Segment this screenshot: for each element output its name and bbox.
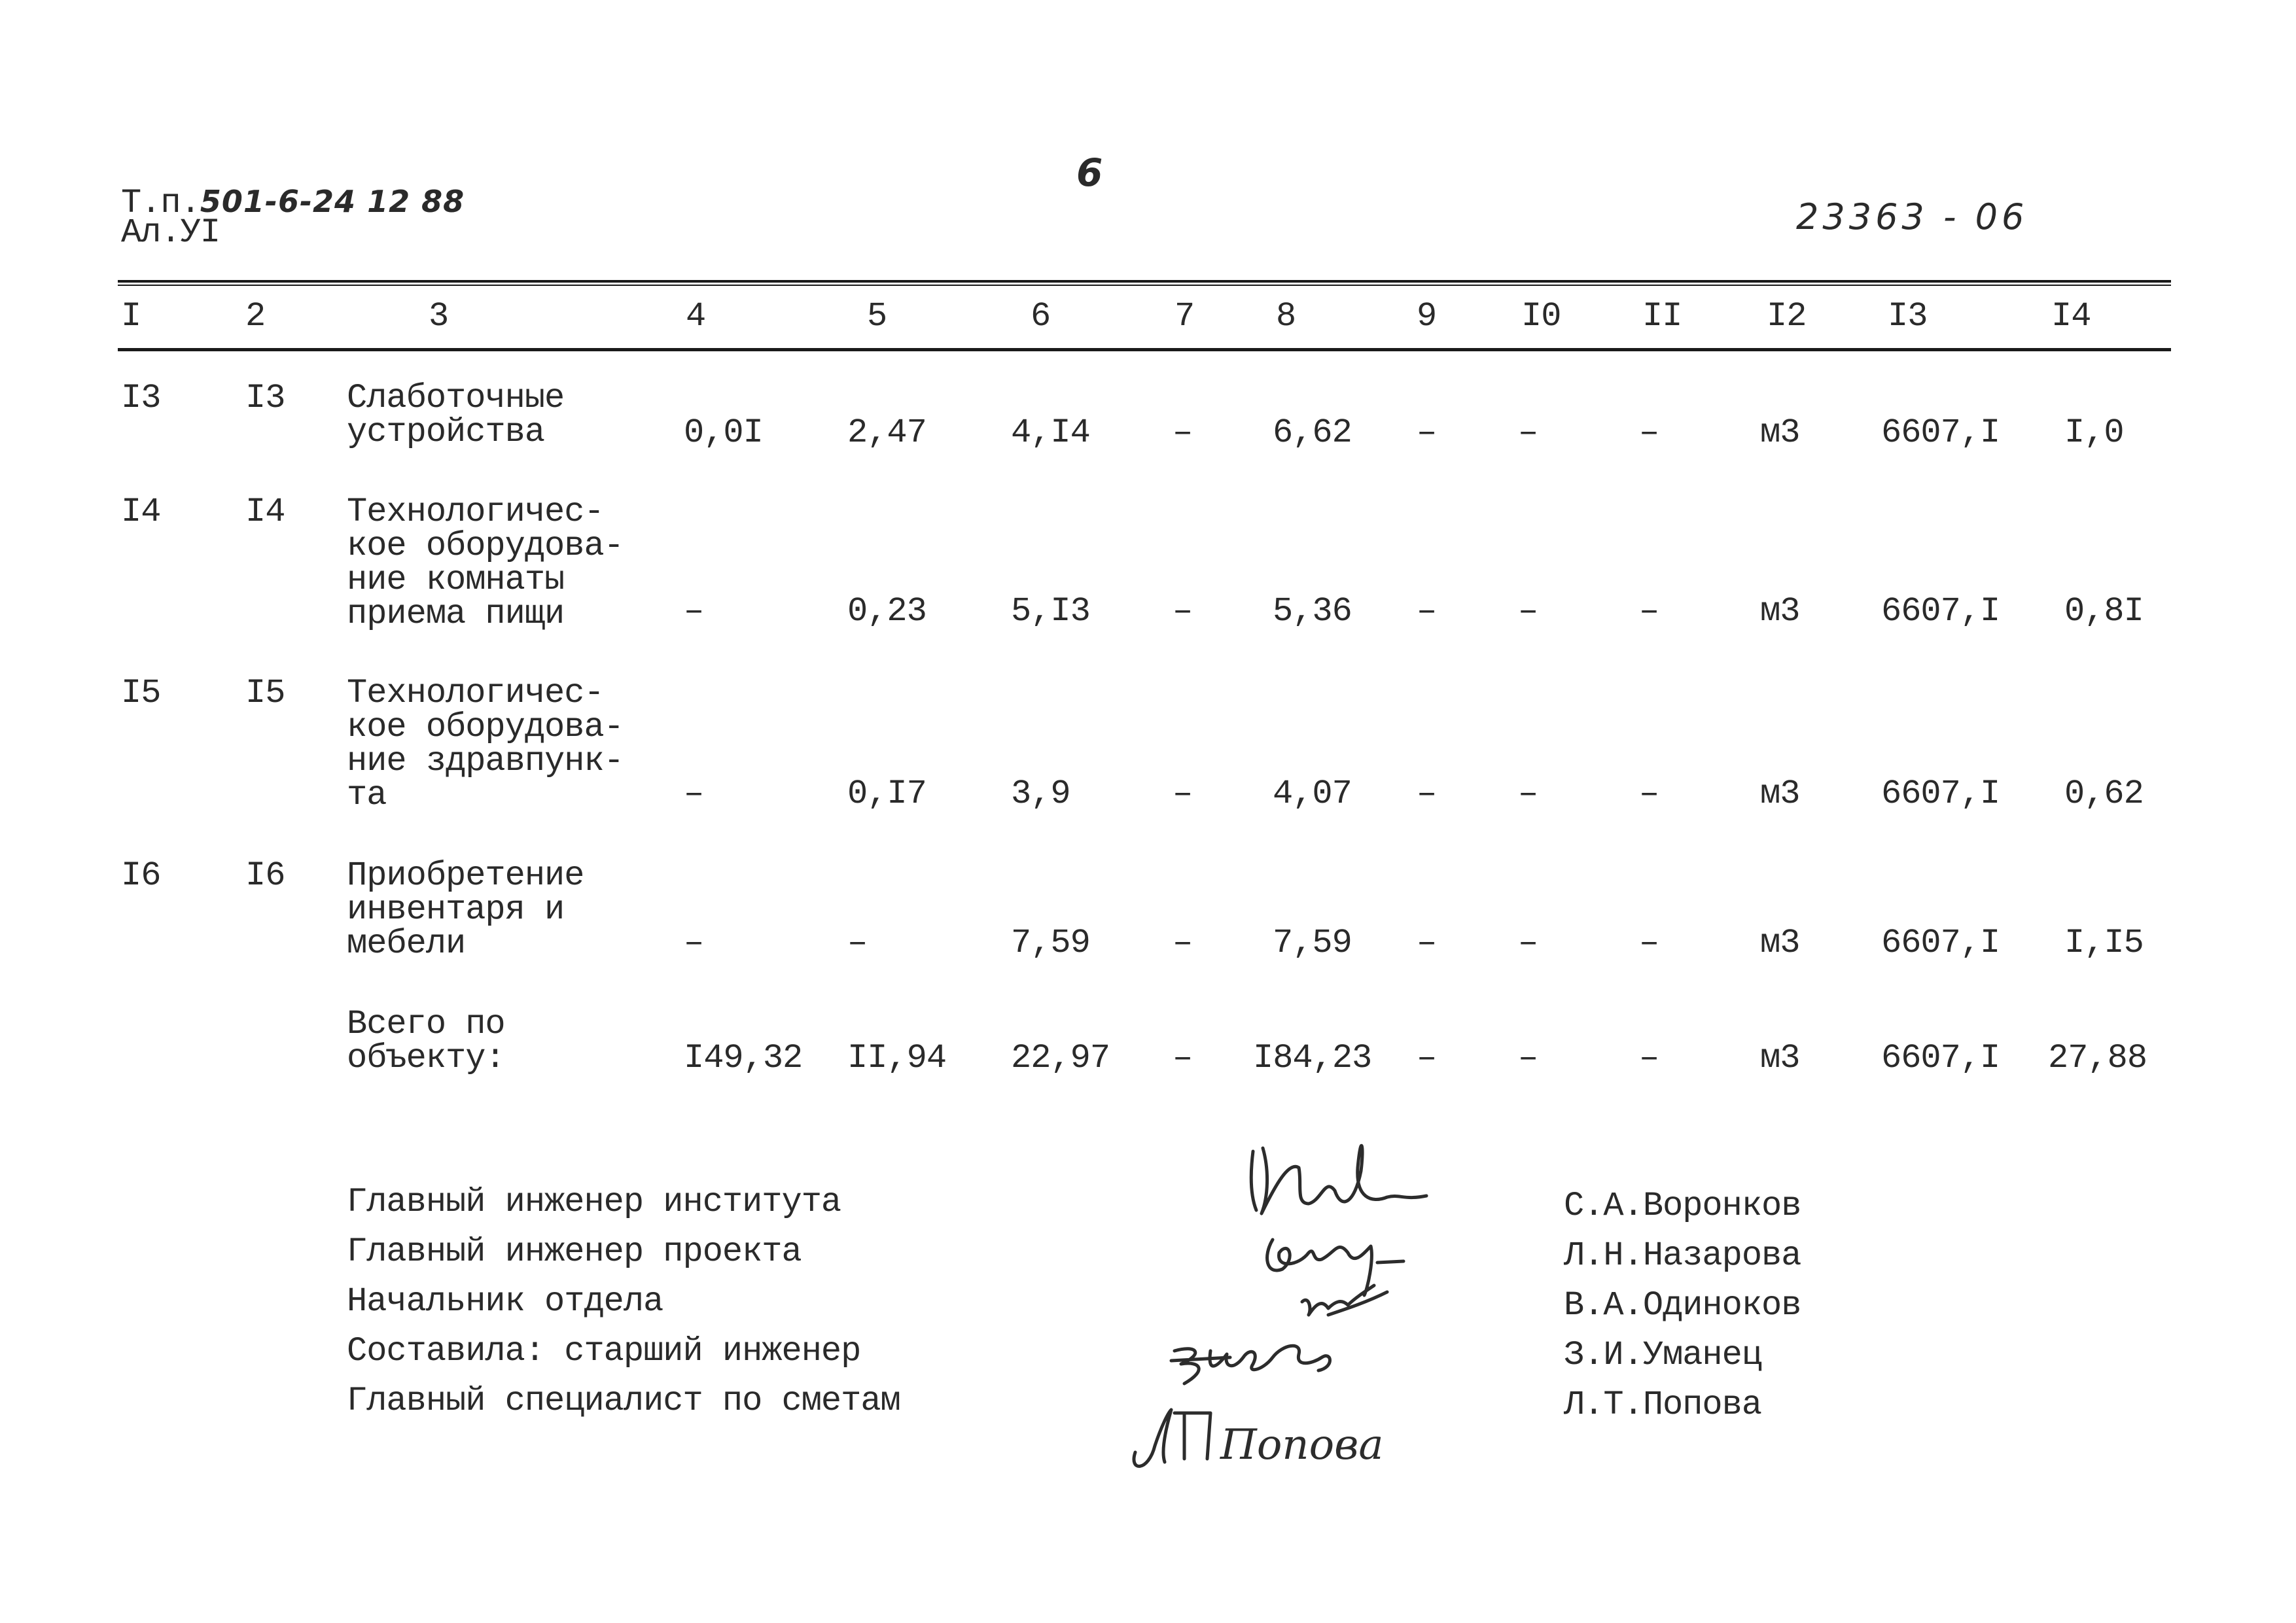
cell-col8: I84,23: [1253, 1039, 1372, 1077]
cell-col6: 4,I4: [1011, 413, 1090, 452]
col-header-13: I3: [1888, 297, 1928, 336]
cell-col12: м3: [1760, 592, 1800, 631]
name-odinokov: В.А.Одиноков: [1564, 1286, 1801, 1325]
cell-col10: –: [1518, 413, 1538, 452]
cell-col4: –: [684, 924, 704, 962]
cell-col10: –: [1518, 775, 1538, 813]
row-number: I5: [121, 674, 161, 712]
col-header-11: II: [1642, 297, 1682, 336]
name-voronkov: С.А.Воронков: [1564, 1187, 1801, 1225]
signature-popova-text: Попова: [1220, 1421, 1384, 1469]
cell-col13: 6607,I: [1881, 924, 2000, 962]
row-description: Слаботочные устройства: [347, 379, 565, 451]
cell-col11: –: [1639, 592, 1659, 631]
col-header-9: 9: [1417, 297, 1437, 336]
col-header-10: I0: [1521, 297, 1561, 336]
cell-col7: –: [1173, 775, 1193, 813]
signature-4: [1171, 1346, 1330, 1384]
cell-col8: 4,07: [1273, 775, 1352, 813]
col-header-5: 5: [867, 297, 887, 336]
handwritten-signatures: [1112, 1106, 1538, 1511]
document-code: 23363 - 06: [1796, 196, 2028, 237]
cell-col4: 0,0I: [684, 413, 763, 452]
cell-col7: –: [1173, 924, 1193, 962]
cell-col12: м3: [1760, 1039, 1800, 1077]
row-description: Приобретение инвентаря и мебели: [347, 856, 584, 963]
row-code: I3: [245, 379, 285, 417]
signature-1: [1251, 1145, 1426, 1213]
row-number: I4: [121, 493, 161, 531]
cell-col6: 5,I3: [1011, 592, 1090, 631]
cell-col4: –: [684, 592, 704, 631]
col-header-14: I4: [2051, 297, 2091, 336]
cell-col13: 6607,I: [1881, 775, 2000, 813]
cell-col6: 7,59: [1011, 924, 1090, 962]
cell-col9: –: [1417, 1039, 1437, 1077]
cell-col5: II,94: [847, 1039, 947, 1077]
position-chief-estimates-specialist: Главный специалист по сметам: [347, 1382, 900, 1420]
cell-col13: 6607,I: [1881, 592, 2000, 631]
tp-number-handwritten: 501-6-24 12 88: [200, 184, 465, 219]
cell-col9: –: [1417, 775, 1437, 813]
row-description: Всего по объекту:: [347, 1005, 505, 1077]
position-compiled-by: Составила: старший инженер: [347, 1332, 861, 1370]
name-umanets: З.И.Уманец: [1564, 1336, 1762, 1374]
col-header-6: 6: [1031, 297, 1051, 336]
name-nazarova: Л.Н.Назарова: [1564, 1236, 1801, 1275]
cell-col5: –: [847, 924, 868, 962]
cell-col13: 6607,I: [1881, 1039, 2000, 1077]
col-header-7: 7: [1174, 297, 1195, 336]
page-number: 6: [1076, 150, 1103, 195]
cell-col4: –: [684, 775, 704, 813]
cell-col8: 5,36: [1273, 592, 1352, 631]
cell-col7: –: [1173, 592, 1193, 631]
row-description: Технологичес- кое оборудова- ние здравпунк- та: [347, 674, 624, 814]
row-number: I6: [121, 856, 161, 895]
table-header-rule: [118, 348, 2171, 351]
cell-col8: 7,59: [1273, 924, 1352, 962]
cell-col5: 0,23: [847, 592, 927, 631]
cell-col6: 3,9: [1011, 775, 1070, 813]
signature-2: [1267, 1240, 1404, 1295]
position-department-head: Начальник отдела: [347, 1282, 663, 1321]
cell-col12: м3: [1760, 924, 1800, 962]
cell-col12: м3: [1760, 775, 1800, 813]
name-popova: Л.Т.Попова: [1564, 1386, 1762, 1424]
cell-col4: I49,32: [684, 1039, 803, 1077]
row-number: I3: [121, 379, 161, 417]
cell-col8: 6,62: [1273, 413, 1352, 452]
cell-col5: 0,I7: [847, 775, 927, 813]
table-top-rule-inner: [118, 285, 2171, 286]
row-code: I4: [245, 493, 285, 531]
cell-col11: –: [1639, 413, 1659, 452]
cell-col6: 22,97: [1011, 1039, 1110, 1077]
cell-col10: –: [1518, 924, 1538, 962]
cell-col7: –: [1173, 413, 1193, 452]
cell-col9: –: [1417, 413, 1437, 452]
col-header-12: I2: [1767, 297, 1807, 336]
album-label: Ал.УI: [121, 213, 221, 252]
cell-col10: –: [1518, 1039, 1538, 1077]
cell-col11: –: [1639, 1039, 1659, 1077]
signature-5: [1134, 1410, 1210, 1466]
cell-col5: 2,47: [847, 413, 927, 452]
cell-col11: –: [1639, 924, 1659, 962]
col-header-1: I: [121, 297, 141, 336]
cell-col14: I,0: [2064, 413, 2124, 452]
cell-col14: I,I5: [2064, 924, 2144, 962]
col-header-4: 4: [686, 297, 706, 336]
col-header-2: 2: [245, 297, 266, 336]
position-chief-project-engineer: Главный инженер проекта: [347, 1232, 802, 1271]
cell-col10: –: [1518, 592, 1538, 631]
cell-col9: –: [1417, 592, 1437, 631]
row-code: I6: [245, 856, 285, 895]
signature-3: [1302, 1285, 1387, 1315]
col-header-3: 3: [429, 297, 449, 336]
cell-col11: –: [1639, 775, 1659, 813]
cell-col13: 6607,I: [1881, 413, 2000, 452]
cell-col14: 0,8I: [2064, 592, 2144, 631]
cell-col12: м3: [1760, 413, 1800, 452]
col-header-8: 8: [1276, 297, 1296, 336]
row-code: I5: [245, 674, 285, 712]
tp-prefix: Т.п.: [121, 184, 200, 222]
position-chief-engineer-institute: Главный инженер института: [347, 1183, 841, 1221]
cell-col9: –: [1417, 924, 1437, 962]
cell-col14: 27,88: [2048, 1039, 2147, 1077]
table-top-rule: [118, 280, 2171, 283]
cell-col7: –: [1173, 1039, 1193, 1077]
signature-scribbles: [1112, 1106, 1538, 1511]
row-description: Технологичес- кое оборудова- ние комнаты приема пищи: [347, 493, 624, 633]
cell-col14: 0,62: [2064, 775, 2144, 813]
